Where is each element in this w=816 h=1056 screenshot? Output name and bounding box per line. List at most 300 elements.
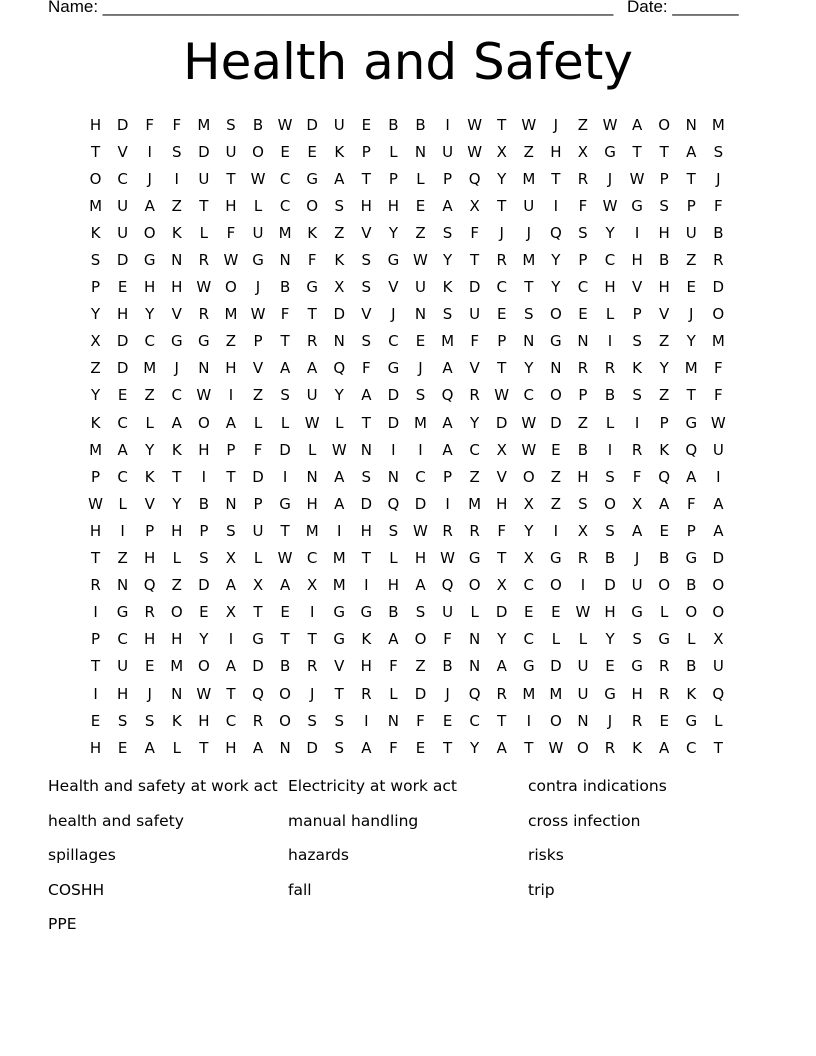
- grid-letter[interactable]: D: [414, 684, 427, 703]
- grid-letter[interactable]: E: [280, 603, 290, 622]
- grid-letter[interactable]: Y: [145, 440, 155, 459]
- grid-letter[interactable]: T: [226, 684, 236, 703]
- grid-letter[interactable]: H: [225, 738, 237, 757]
- grid-letter[interactable]: J: [499, 223, 504, 242]
- grid-letter[interactable]: A: [686, 142, 697, 161]
- grid-letter[interactable]: R: [658, 657, 670, 676]
- grid-letter[interactable]: E: [686, 278, 696, 297]
- grid-letter[interactable]: P: [199, 521, 209, 540]
- grid-letter[interactable]: A: [659, 738, 670, 757]
- grid-letter[interactable]: K: [334, 142, 345, 161]
- grid-letter[interactable]: Q: [685, 440, 698, 459]
- grid-letter[interactable]: A: [442, 359, 453, 378]
- grid-letter[interactable]: Q: [712, 684, 725, 703]
- grid-letter[interactable]: B: [604, 549, 616, 568]
- grid-letter[interactable]: H: [89, 521, 102, 540]
- grid-letter[interactable]: L: [172, 549, 181, 568]
- grid-letter[interactable]: Y: [659, 359, 669, 378]
- grid-letter[interactable]: O: [549, 386, 562, 405]
- grid-letter[interactable]: K: [632, 738, 643, 757]
- grid-letter[interactable]: O: [414, 630, 427, 649]
- grid-letter[interactable]: F: [172, 115, 182, 134]
- grid-letter[interactable]: M: [441, 332, 455, 351]
- grid-letter[interactable]: V: [252, 359, 264, 378]
- grid-letter[interactable]: M: [522, 251, 536, 270]
- grid-letter[interactable]: E: [524, 603, 534, 622]
- grid-letter[interactable]: L: [605, 305, 615, 324]
- grid-letter[interactable]: W: [304, 413, 320, 432]
- grid-letter[interactable]: E: [415, 738, 426, 757]
- grid-letter[interactable]: L: [714, 711, 723, 730]
- grid-letter[interactable]: W: [196, 684, 212, 703]
- grid-letter[interactable]: T: [199, 196, 209, 215]
- grid-letter[interactable]: X: [225, 549, 237, 568]
- grid-letter[interactable]: P: [578, 386, 588, 405]
- grid-letter[interactable]: T: [280, 630, 290, 649]
- grid-letter[interactable]: E: [307, 142, 317, 161]
- grid-letter[interactable]: A: [171, 413, 182, 432]
- grid-letter[interactable]: L: [687, 630, 696, 649]
- grid-letter[interactable]: A: [144, 196, 155, 215]
- grid-letter[interactable]: D: [116, 332, 129, 351]
- grid-letter[interactable]: T: [334, 684, 344, 703]
- grid-letter[interactable]: N: [414, 305, 427, 324]
- grid-letter[interactable]: U: [198, 169, 210, 188]
- grid-letter[interactable]: V: [631, 278, 643, 297]
- grid-letter[interactable]: D: [198, 142, 210, 161]
- grid-letter[interactable]: U: [117, 223, 129, 242]
- grid-letter[interactable]: Z: [144, 386, 155, 405]
- grid-letter[interactable]: B: [604, 386, 616, 405]
- grid-letter[interactable]: S: [659, 196, 669, 215]
- grid-letter[interactable]: F: [362, 359, 371, 378]
- grid-letter[interactable]: R: [658, 684, 670, 703]
- grid-letter[interactable]: C: [469, 440, 480, 459]
- grid-letter[interactable]: W: [575, 603, 591, 622]
- grid-letter[interactable]: Y: [497, 630, 507, 649]
- grid-letter[interactable]: H: [144, 278, 156, 297]
- grid-letter[interactable]: K: [144, 467, 155, 486]
- grid-letter[interactable]: R: [577, 549, 589, 568]
- grid-letter[interactable]: E: [361, 115, 372, 134]
- grid-letter[interactable]: Z: [90, 359, 101, 378]
- grid-letter[interactable]: B: [388, 115, 399, 134]
- grid-letter[interactable]: E: [659, 711, 669, 730]
- grid-letter[interactable]: P: [226, 440, 236, 459]
- grid-letter[interactable]: G: [550, 332, 562, 351]
- grid-letter[interactable]: C: [604, 251, 616, 270]
- grid-letter[interactable]: A: [307, 359, 318, 378]
- grid-letter[interactable]: H: [577, 467, 589, 486]
- grid-letter[interactable]: U: [631, 576, 643, 595]
- grid-letter[interactable]: Y: [524, 359, 534, 378]
- grid-letter[interactable]: T: [90, 657, 101, 676]
- grid-letter[interactable]: L: [199, 223, 209, 242]
- grid-letter[interactable]: Z: [171, 196, 182, 215]
- grid-letter[interactable]: B: [659, 251, 670, 270]
- grid-letter[interactable]: A: [334, 467, 345, 486]
- grid-letter[interactable]: I: [391, 440, 396, 459]
- grid-letter[interactable]: E: [442, 711, 453, 730]
- grid-letter[interactable]: I: [93, 603, 98, 622]
- grid-letter[interactable]: H: [171, 630, 183, 649]
- grid-letter[interactable]: V: [496, 467, 507, 486]
- grid-letter[interactable]: K: [632, 359, 643, 378]
- grid-letter[interactable]: S: [415, 603, 426, 622]
- grid-letter[interactable]: T: [361, 169, 371, 188]
- grid-letter[interactable]: F: [280, 305, 290, 324]
- grid-letter[interactable]: F: [686, 494, 696, 513]
- grid-letter[interactable]: F: [226, 223, 236, 242]
- grid-letter[interactable]: W: [223, 251, 239, 270]
- grid-letter[interactable]: L: [389, 549, 398, 568]
- grid-letter[interactable]: D: [252, 657, 264, 676]
- grid-letter[interactable]: T: [470, 251, 480, 270]
- grid-letter[interactable]: W: [277, 115, 293, 134]
- grid-letter[interactable]: M: [89, 440, 103, 459]
- grid-letter[interactable]: W: [196, 386, 212, 405]
- grid-letter[interactable]: X: [469, 196, 480, 215]
- grid-letter[interactable]: O: [549, 711, 562, 730]
- grid-letter[interactable]: I: [553, 196, 559, 215]
- grid-letter[interactable]: G: [170, 332, 183, 351]
- grid-letter[interactable]: C: [686, 738, 697, 757]
- grid-letter[interactable]: M: [170, 657, 184, 676]
- grid-letter[interactable]: I: [580, 576, 586, 595]
- grid-letter[interactable]: H: [631, 251, 643, 270]
- grid-letter[interactable]: N: [171, 251, 183, 270]
- grid-letter[interactable]: O: [549, 576, 562, 595]
- grid-letter[interactable]: I: [174, 169, 179, 188]
- grid-letter[interactable]: S: [632, 332, 642, 351]
- grid-letter[interactable]: F: [443, 630, 452, 649]
- grid-letter[interactable]: R: [198, 251, 210, 270]
- grid-letter[interactable]: X: [90, 332, 101, 351]
- grid-letter[interactable]: T: [90, 142, 101, 161]
- grid-letter[interactable]: Z: [415, 223, 426, 242]
- grid-letter[interactable]: N: [577, 711, 589, 730]
- grid-letter[interactable]: M: [332, 576, 346, 595]
- grid-letter[interactable]: E: [415, 196, 426, 215]
- grid-letter[interactable]: P: [443, 169, 453, 188]
- grid-letter[interactable]: Z: [252, 386, 264, 405]
- grid-letter[interactable]: F: [389, 657, 398, 676]
- grid-letter[interactable]: O: [279, 684, 291, 703]
- grid-letter[interactable]: C: [225, 711, 237, 730]
- grid-letter[interactable]: D: [712, 549, 725, 568]
- grid-letter[interactable]: A: [334, 169, 345, 188]
- grid-letter[interactable]: B: [686, 576, 697, 595]
- grid-letter[interactable]: I: [228, 386, 234, 405]
- grid-letter[interactable]: X: [496, 440, 507, 459]
- grid-letter[interactable]: G: [279, 494, 291, 513]
- grid-letter[interactable]: Y: [388, 223, 398, 242]
- grid-letter[interactable]: Y: [334, 386, 344, 405]
- grid-letter[interactable]: F: [497, 521, 507, 540]
- grid-letter[interactable]: O: [604, 494, 616, 513]
- grid-letter[interactable]: Q: [441, 386, 454, 405]
- grid-letter[interactable]: E: [551, 603, 561, 622]
- grid-letter[interactable]: R: [496, 684, 507, 703]
- grid-letter[interactable]: N: [279, 251, 291, 270]
- grid-letter[interactable]: X: [577, 142, 589, 161]
- grid-letter[interactable]: A: [496, 738, 507, 757]
- grid-letter[interactable]: V: [171, 305, 182, 324]
- grid-letter[interactable]: X: [631, 494, 643, 513]
- grid-letter[interactable]: G: [252, 630, 264, 649]
- grid-letter[interactable]: G: [685, 549, 698, 568]
- grid-letter[interactable]: M: [332, 549, 346, 568]
- grid-letter[interactable]: Y: [686, 332, 696, 351]
- grid-letter[interactable]: P: [253, 332, 263, 351]
- grid-letter[interactable]: R: [442, 521, 453, 540]
- grid-letter[interactable]: U: [414, 278, 426, 297]
- grid-letter[interactable]: Z: [334, 223, 345, 242]
- grid-letter[interactable]: G: [685, 711, 698, 730]
- grid-letter[interactable]: H: [387, 576, 400, 595]
- grid-letter[interactable]: O: [658, 115, 671, 134]
- grid-letter[interactable]: A: [442, 413, 453, 432]
- grid-letter[interactable]: L: [660, 603, 669, 622]
- grid-letter[interactable]: N: [414, 142, 427, 161]
- grid-letter[interactable]: A: [713, 521, 724, 540]
- grid-letter[interactable]: B: [442, 657, 453, 676]
- grid-letter[interactable]: H: [414, 549, 427, 568]
- grid-letter[interactable]: D: [198, 576, 210, 595]
- grid-letter[interactable]: R: [496, 251, 507, 270]
- grid-letter[interactable]: T: [226, 467, 236, 486]
- grid-letter[interactable]: W: [710, 413, 726, 432]
- grid-letter[interactable]: Z: [550, 467, 561, 486]
- grid-letter[interactable]: Z: [659, 332, 670, 351]
- grid-letter[interactable]: R: [577, 169, 589, 188]
- grid-letter[interactable]: L: [253, 196, 263, 215]
- grid-letter[interactable]: L: [253, 549, 263, 568]
- grid-letter[interactable]: Q: [333, 359, 346, 378]
- grid-letter[interactable]: Y: [497, 169, 507, 188]
- grid-letter[interactable]: C: [279, 196, 291, 215]
- grid-letter[interactable]: N: [523, 332, 535, 351]
- grid-letter[interactable]: J: [607, 169, 613, 188]
- grid-letter[interactable]: H: [387, 196, 400, 215]
- grid-letter[interactable]: J: [716, 169, 721, 188]
- grid-letter[interactable]: R: [252, 711, 264, 730]
- grid-letter[interactable]: Z: [686, 251, 697, 270]
- grid-letter[interactable]: J: [391, 305, 396, 324]
- grid-letter[interactable]: V: [469, 359, 480, 378]
- grid-letter[interactable]: W: [88, 494, 103, 513]
- grid-letter[interactable]: O: [549, 305, 562, 324]
- grid-letter[interactable]: E: [199, 603, 209, 622]
- grid-letter[interactable]: A: [442, 196, 453, 215]
- grid-letter[interactable]: Y: [470, 738, 480, 757]
- grid-letter[interactable]: C: [117, 630, 128, 649]
- grid-letter[interactable]: B: [659, 549, 670, 568]
- grid-letter[interactable]: W: [494, 386, 510, 405]
- grid-letter[interactable]: E: [415, 332, 426, 351]
- grid-letter[interactable]: I: [120, 521, 125, 540]
- grid-letter[interactable]: C: [523, 386, 535, 405]
- grid-letter[interactable]: L: [470, 603, 479, 622]
- grid-letter[interactable]: M: [197, 115, 211, 134]
- grid-letter[interactable]: T: [497, 359, 507, 378]
- grid-letter[interactable]: N: [360, 440, 372, 459]
- grid-letter[interactable]: F: [714, 196, 723, 215]
- grid-letter[interactable]: S: [334, 738, 344, 757]
- grid-letter[interactable]: S: [334, 711, 344, 730]
- grid-letter[interactable]: S: [226, 521, 236, 540]
- grid-letter[interactable]: U: [252, 223, 264, 242]
- grid-letter[interactable]: I: [309, 603, 315, 622]
- grid-letter[interactable]: X: [334, 278, 345, 297]
- grid-letter[interactable]: F: [416, 711, 425, 730]
- grid-letter[interactable]: G: [685, 413, 698, 432]
- grid-letter[interactable]: C: [415, 467, 426, 486]
- grid-letter[interactable]: H: [604, 278, 616, 297]
- grid-letter[interactable]: L: [118, 494, 127, 513]
- grid-letter[interactable]: X: [225, 603, 237, 622]
- grid-letter[interactable]: N: [387, 467, 400, 486]
- grid-letter[interactable]: Q: [387, 494, 400, 513]
- grid-letter[interactable]: L: [605, 413, 615, 432]
- grid-letter[interactable]: R: [306, 657, 318, 676]
- grid-letter[interactable]: T: [361, 413, 371, 432]
- grid-letter[interactable]: E: [659, 521, 669, 540]
- grid-letter[interactable]: F: [714, 386, 723, 405]
- grid-letter[interactable]: H: [306, 494, 318, 513]
- grid-letter[interactable]: G: [116, 603, 129, 622]
- grid-letter[interactable]: I: [607, 332, 613, 351]
- grid-letter[interactable]: W: [277, 549, 293, 568]
- grid-letter[interactable]: T: [659, 142, 669, 161]
- grid-letter[interactable]: R: [713, 251, 724, 270]
- grid-letter[interactable]: S: [713, 142, 724, 161]
- grid-letter[interactable]: O: [685, 603, 698, 622]
- grid-letter[interactable]: Y: [524, 521, 534, 540]
- grid-letter[interactable]: G: [631, 196, 643, 215]
- grid-letter[interactable]: A: [631, 115, 643, 134]
- grid-letter[interactable]: Y: [605, 630, 615, 649]
- grid-letter[interactable]: U: [469, 305, 481, 324]
- grid-letter[interactable]: A: [279, 359, 291, 378]
- grid-letter[interactable]: H: [360, 196, 372, 215]
- grid-letter[interactable]: B: [252, 115, 264, 134]
- grid-letter[interactable]: T: [497, 549, 507, 568]
- grid-letter[interactable]: L: [172, 738, 181, 757]
- grid-letter[interactable]: X: [523, 549, 534, 568]
- grid-letter[interactable]: L: [416, 169, 425, 188]
- grid-letter[interactable]: D: [116, 251, 129, 270]
- grid-letter[interactable]: E: [280, 142, 290, 161]
- grid-letter[interactable]: U: [523, 196, 535, 215]
- grid-letter[interactable]: W: [521, 413, 537, 432]
- grid-letter[interactable]: N: [387, 711, 400, 730]
- grid-letter[interactable]: A: [334, 494, 345, 513]
- grid-letter[interactable]: L: [335, 413, 344, 432]
- grid-letter[interactable]: A: [631, 521, 643, 540]
- grid-letter[interactable]: D: [279, 440, 291, 459]
- grid-letter[interactable]: K: [171, 711, 182, 730]
- grid-letter[interactable]: T: [524, 278, 534, 297]
- grid-letter[interactable]: O: [577, 738, 589, 757]
- grid-letter[interactable]: H: [360, 521, 372, 540]
- grid-letter[interactable]: V: [144, 494, 155, 513]
- grid-letter[interactable]: C: [523, 630, 535, 649]
- grid-letter[interactable]: L: [578, 630, 588, 649]
- grid-letter[interactable]: D: [604, 576, 616, 595]
- grid-letter[interactable]: K: [442, 278, 453, 297]
- grid-letter[interactable]: I: [445, 494, 450, 513]
- grid-letter[interactable]: G: [143, 251, 156, 270]
- grid-letter[interactable]: Z: [415, 657, 426, 676]
- grid-letter[interactable]: M: [522, 684, 536, 703]
- grid-letter[interactable]: T: [497, 711, 507, 730]
- grid-letter[interactable]: W: [602, 196, 618, 215]
- grid-letter[interactable]: O: [89, 169, 102, 188]
- grid-letter[interactable]: G: [360, 603, 373, 622]
- grid-letter[interactable]: F: [578, 196, 588, 215]
- grid-letter[interactable]: Z: [659, 386, 670, 405]
- grid-letter[interactable]: E: [144, 657, 155, 676]
- grid-letter[interactable]: U: [225, 142, 237, 161]
- grid-letter[interactable]: J: [445, 684, 450, 703]
- grid-letter[interactable]: D: [387, 413, 400, 432]
- grid-letter[interactable]: I: [201, 467, 207, 486]
- grid-letter[interactable]: I: [418, 440, 423, 459]
- grid-letter[interactable]: S: [388, 521, 399, 540]
- grid-letter[interactable]: X: [496, 142, 507, 161]
- grid-letter[interactable]: Q: [468, 169, 481, 188]
- grid-letter[interactable]: K: [659, 440, 670, 459]
- grid-letter[interactable]: K: [90, 413, 101, 432]
- grid-letter[interactable]: L: [253, 413, 263, 432]
- grid-letter[interactable]: W: [331, 440, 347, 459]
- grid-letter[interactable]: Q: [143, 576, 156, 595]
- grid-letter[interactable]: R: [198, 305, 210, 324]
- grid-letter[interactable]: T: [497, 196, 507, 215]
- grid-letter[interactable]: H: [144, 549, 156, 568]
- grid-letter[interactable]: K: [171, 223, 182, 242]
- grid-letter[interactable]: L: [551, 630, 561, 649]
- grid-letter[interactable]: Y: [442, 251, 453, 270]
- grid-letter[interactable]: Q: [252, 684, 264, 703]
- grid-letter[interactable]: U: [306, 386, 318, 405]
- grid-letter[interactable]: Q: [468, 684, 481, 703]
- grid-letter[interactable]: D: [306, 738, 318, 757]
- grid-letter[interactable]: B: [279, 657, 291, 676]
- grid-letter[interactable]: R: [469, 521, 480, 540]
- grid-letter[interactable]: L: [145, 413, 154, 432]
- grid-letter[interactable]: J: [174, 359, 179, 378]
- grid-letter[interactable]: C: [388, 332, 399, 351]
- grid-letter[interactable]: R: [144, 603, 155, 622]
- grid-letter[interactable]: N: [550, 359, 562, 378]
- grid-letter[interactable]: N: [333, 332, 345, 351]
- name-field-label[interactable]: Name: ______________________________________________________: [48, 0, 614, 16]
- grid-letter[interactable]: T: [551, 169, 561, 188]
- grid-letter[interactable]: G: [198, 332, 210, 351]
- grid-letter[interactable]: M: [468, 494, 482, 513]
- grid-letter[interactable]: O: [197, 413, 210, 432]
- grid-letter[interactable]: T: [226, 169, 236, 188]
- grid-letter[interactable]: A: [713, 494, 724, 513]
- grid-letter[interactable]: Z: [550, 494, 561, 513]
- grid-letter[interactable]: S: [144, 711, 155, 730]
- grid-letter[interactable]: O: [522, 467, 535, 486]
- grid-letter[interactable]: E: [117, 386, 128, 405]
- grid-letter[interactable]: I: [364, 576, 369, 595]
- grid-letter[interactable]: H: [604, 603, 616, 622]
